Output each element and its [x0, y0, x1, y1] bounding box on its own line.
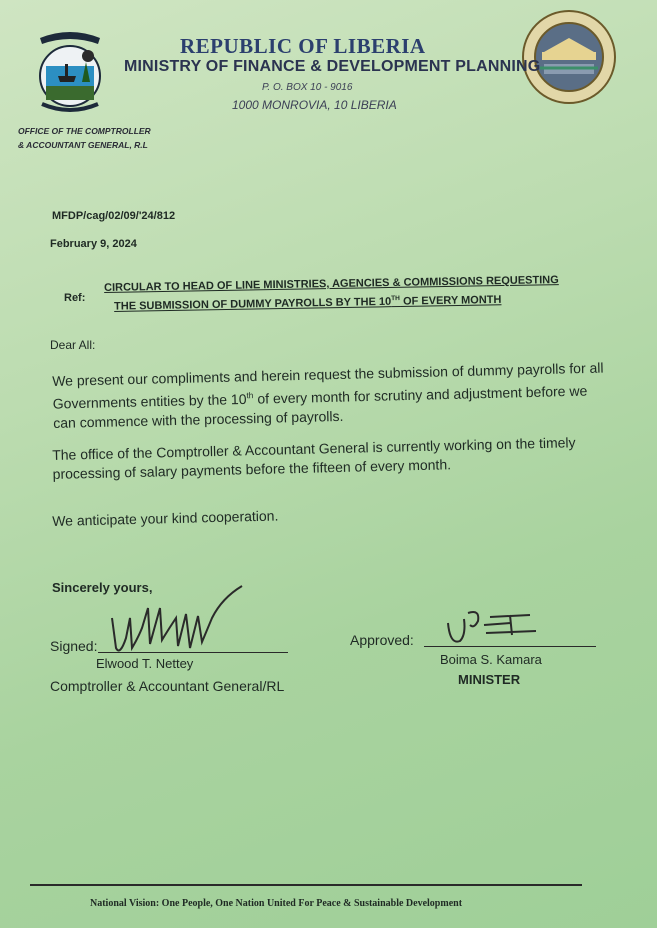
- body-paragraph-2: The office of the Comptroller & Accountant General is currently working on the timely processing of salary payments before the fifteen of every month.: [52, 434, 576, 482]
- approver-name: Boima S. Kamara: [440, 652, 542, 667]
- signature-comptroller-icon: [102, 578, 252, 668]
- approved-label: Approved:: [350, 632, 414, 648]
- ministry-seal-icon: [520, 8, 618, 106]
- po-box: P. O. BOX 10 - 9016: [262, 82, 353, 93]
- subject-line-2-post: OF EVERY MONTH: [399, 293, 502, 308]
- address-city: 1000 MONROVIA, 10 LIBERIA: [232, 98, 397, 112]
- signed-label: Signed:: [50, 638, 98, 654]
- reference-code: MFDP/cag/02/09/'24/812: [52, 210, 176, 222]
- republic-heading: REPUBLIC OF LIBERIA: [180, 34, 426, 58]
- footer-vision: National Vision: One People, One Nation United For Peace & Sustainable Development: [90, 898, 463, 909]
- letter-date: February 9, 2024: [50, 238, 137, 250]
- subject-line-2-sup: TH: [391, 295, 400, 303]
- liberia-coat-of-arms-icon: [28, 24, 112, 114]
- subject-line-2: [114, 293, 502, 312]
- body-p1-post: of every month for scrutiny and adjustment before we can commence with the processing of payrolls.: [53, 382, 588, 431]
- signer-name: Elwood T. Nettey: [96, 656, 194, 671]
- subject-label: Ref:: [64, 292, 86, 304]
- ministry-heading: MINISTRY OF FINANCE & DEVELOPMENT PLANNING: [124, 58, 541, 75]
- salutation: Dear All:: [50, 338, 96, 352]
- footer-divider: [30, 884, 582, 886]
- approver-title: MINISTER: [458, 672, 521, 687]
- body-p1-sup: th: [246, 390, 254, 401]
- subject-line-2-pre: THE SUBMISSION OF DUMMY PAYROLLS BY THE 10: [114, 295, 392, 313]
- body-paragraph-3: We anticipate your kind cooperation.: [52, 507, 279, 529]
- subject-line-1: CIRCULAR TO HEAD OF LINE MINISTRIES, AGENCIES & COMMISSIONS REQUESTING: [104, 274, 559, 294]
- signature-minister-icon: [440, 605, 550, 649]
- closing: Sincerely yours,: [52, 580, 153, 595]
- signer-title: Comptroller & Accountant General/RL: [50, 678, 285, 694]
- body-p1-pre: We present our compliments and herein request the submission of dummy payrolls for all Governments entities by the 10: [52, 359, 604, 412]
- office-name: OFFICE OF THE COMPTROLLER & ACCOUNTANT GENERAL, R.L: [18, 126, 151, 150]
- body-paragraph-1: [52, 358, 613, 432]
